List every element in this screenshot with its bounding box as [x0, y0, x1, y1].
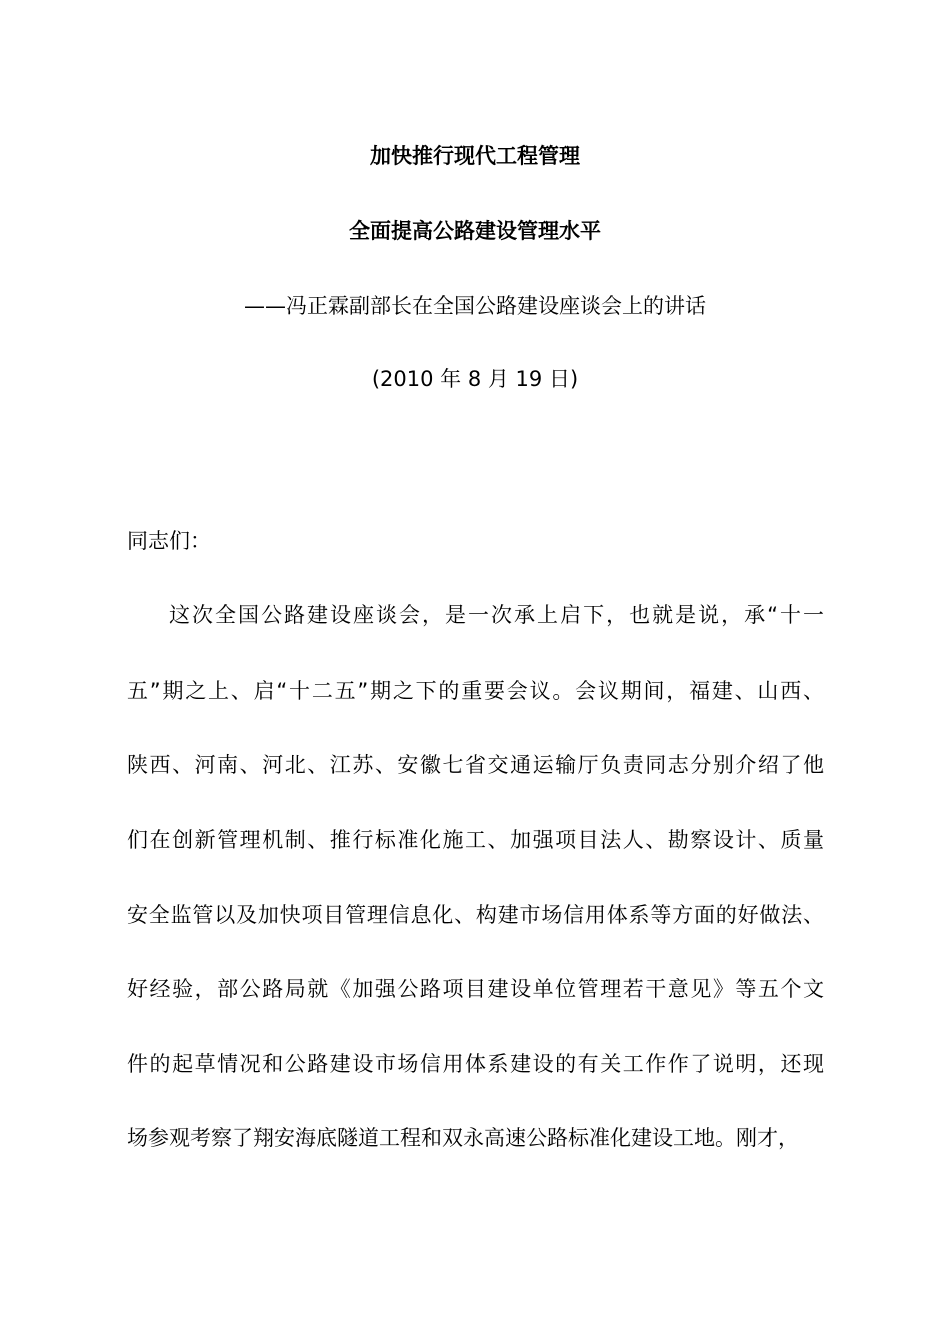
subtitle: ——冯正霖副部长在全国公路建设座谈会上的讲话: [244, 294, 706, 318]
paragraph-line: 安全监管以及加快项目管理信息化、构建市场信用体系等方面的好做法、: [127, 903, 824, 927]
title-line-2: 全面提高公路建设管理水平: [349, 219, 601, 243]
paragraph-line: 这次全国公路建设座谈会，是一次承上启下，也就是说，承“十一: [169, 603, 824, 627]
paragraph-line: 陕西、河南、河北、江苏、安徽七省交通运输厅负责同志分别介绍了他: [127, 753, 824, 777]
salutation: 同志们：: [127, 529, 211, 553]
paragraph-line: 好经验，部公路局就《加强公路项目建设单位管理若干意见》等五个文: [127, 977, 824, 1001]
title-line-1: 加快推行现代工程管理: [370, 144, 580, 168]
paragraph-line: 五”期之上、启“十二五”期之下的重要会议。会议期间，福建、山西、: [127, 679, 824, 703]
speech-date: (2010 年 8 月 19 日): [371, 367, 579, 391]
paragraph-line: 们在创新管理机制、推行标准化施工、加强项目法人、勘察设计、质量: [127, 828, 824, 852]
paragraph-line: 件的起草情况和公路建设市场信用体系建设的有关工作作了说明，还现: [127, 1052, 824, 1076]
paragraph-line: 场参观考察了翔安海底隧道工程和双永高速公路标准化建设工地。刚才，: [127, 1126, 799, 1150]
